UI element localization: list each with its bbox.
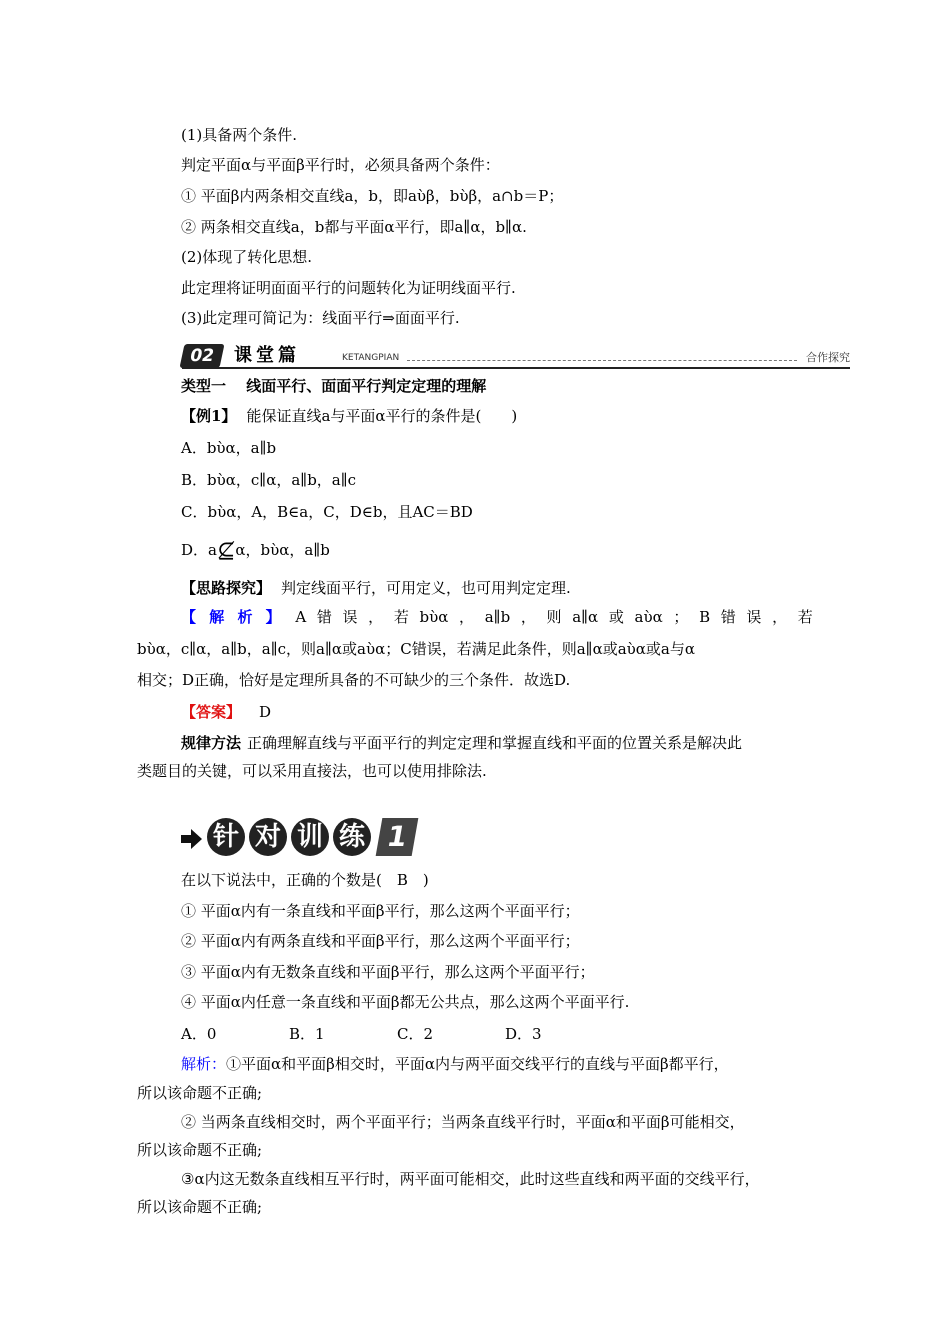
method-label: 规律方法 [181,734,242,752]
statement: ③ 平面α内有无数条直线和平面β平行，那么这两个平面平行； [181,963,595,981]
analysis-token: 若 [393,608,409,626]
text-line: (3)此定理可简记为：线面平行⇒面面平行. [181,309,460,327]
option-c: C．bὺα，A，B∈a，C，D∈b，且AC＝BD [181,503,473,521]
analysis-token: ， [368,608,384,626]
analysis-token: 或 [608,608,624,626]
example-1 [181,406,517,426]
practice-analysis-line [181,1054,729,1074]
analysis-token: 误 [342,608,358,626]
section-banner [137,344,850,370]
analysis-line: bὺα，c∥α，a∥b，a∥c，则a∥α或aὺα；C错误，若满足此条件，则a∥α或aὺα或a与α [137,640,695,658]
practice-analysis-text: ①平面α和平面β相交时，平面α内与两平面交线平行的直线与平面β都平行， [226,1055,729,1073]
practice-analysis-line: 所以该命题不正确; [137,1141,263,1159]
analysis-token: A [295,608,307,626]
practice-analysis-line: 所以该命题不正确; [137,1198,263,1216]
analysis-line [181,607,813,627]
option-b: B．bὺα，c∥α，a∥b，a∥c [181,471,357,489]
choice: A．0 [181,1025,217,1043]
idea-line [181,578,571,598]
section-pinyin: KETANGPIAN [342,353,400,363]
analysis-token: B [699,608,711,626]
example-label: 【例1】 [181,407,237,425]
analysis-token: a∥α [572,608,599,626]
section-title: 课堂篇 [234,345,300,366]
analysis-token: bὺα [419,608,449,626]
statement: ① 平面α内有一条直线和平面β平行，那么这两个平面平行； [181,902,580,920]
idea-text: 判定线面平行，可用定义，也可用判定定理. [281,579,571,597]
choice: C．2 [397,1025,434,1043]
answer-line [181,702,271,722]
practice-question: 在以下说法中，正确的个数是( B ) [181,871,429,889]
practice-analysis-line: ③α内这无数条直线相互平行时，两平面可能相交，此时这些直线和两平面的交线平行， [181,1170,760,1188]
practice-analysis-line: ② 当两条直线相交时，两个平面平行；当两条直线平行时，平面α和平面β可能相交， [181,1113,745,1131]
method-line: 类题目的关键，可以采用直接法，也可以使用排除法. [137,762,487,780]
practice-analysis-label: 解析： [181,1055,227,1073]
analysis-token: a∥b [484,608,511,626]
statement: ④ 平面α内任意一条直线和平面β都无公共点，那么这两个平面平行. [181,993,630,1011]
type-heading: 类型一 线面平行、面面平行判定定理的理解 [181,377,487,395]
analysis-token: ； [673,608,689,626]
text-line: ① 平面β内两条相交直线a，b，即aὺβ，bὺβ，a∩b＝P； [181,187,564,205]
text-line: ② 两条相交直线a，b都与平面α平行，即a∥α，b∥α. [181,218,527,236]
analysis-token: 错 [316,608,332,626]
analysis-token: 若 [797,608,813,626]
analysis-label: 【 解 析 】 [181,608,285,626]
choices [181,1024,542,1044]
text-line: (1)具备两个条件. [181,126,298,144]
idea-label: 【思路探究】 [181,579,272,597]
analysis-token: ， [520,608,536,626]
section-subtitle: 合作探究 [806,351,850,364]
answer-value: D [259,703,272,721]
option-d-prefix: D．a [181,541,217,559]
analysis-token: ， [772,608,788,626]
option-d [181,538,330,564]
choice: B．1 [289,1025,325,1043]
arrow-right-icon [179,828,203,850]
practice-title-char: 对 [249,818,287,856]
method-line [181,733,742,753]
method-text: 正确理解直线与平面平行的判定定理和掌握直线和平面的位置关系是解决此 [247,734,743,752]
section-number-badge: 02 [179,344,224,368]
analysis-token: 则 [546,608,562,626]
option-d-suffix: α，bὺα，a∥b [235,541,330,559]
divider [182,367,850,369]
text-line: 判定平面α与平面β平行时，必须具备两个条件： [181,156,500,174]
analysis-token: 误 [746,608,762,626]
practice-title-char: 针 [207,818,245,856]
practice-analysis-line: 所以该命题不正确; [137,1084,263,1102]
text-line: (2)体现了转化思想. [181,248,313,266]
statement: ② 平面α内有两条直线和平面β平行，那么这两个平面平行； [181,932,580,950]
divider [407,360,797,361]
option-a: A．bὺα，a∥b [181,439,277,457]
choice: D．3 [505,1025,542,1043]
example-text: 能保证直线a与平面α平行的条件是( ) [246,407,518,425]
analysis-line: 相交；D正确，恰好是定理所具备的不可缺少的三个条件．故选D. [137,671,571,689]
practice-title-char: 训 [291,818,329,856]
analysis-token: 错 [720,608,736,626]
practice-title-char: 练 [333,818,371,856]
analysis-token: aὺα [634,608,663,626]
practice-number: 1 [376,818,419,856]
not-subset-symbol: ⊈ [216,539,236,564]
answer-label: 【答案】 [181,703,242,721]
analysis-token: ， [459,608,475,626]
text-line: 此定理将证明面面平行的问题转化为证明线面平行. [181,279,516,297]
